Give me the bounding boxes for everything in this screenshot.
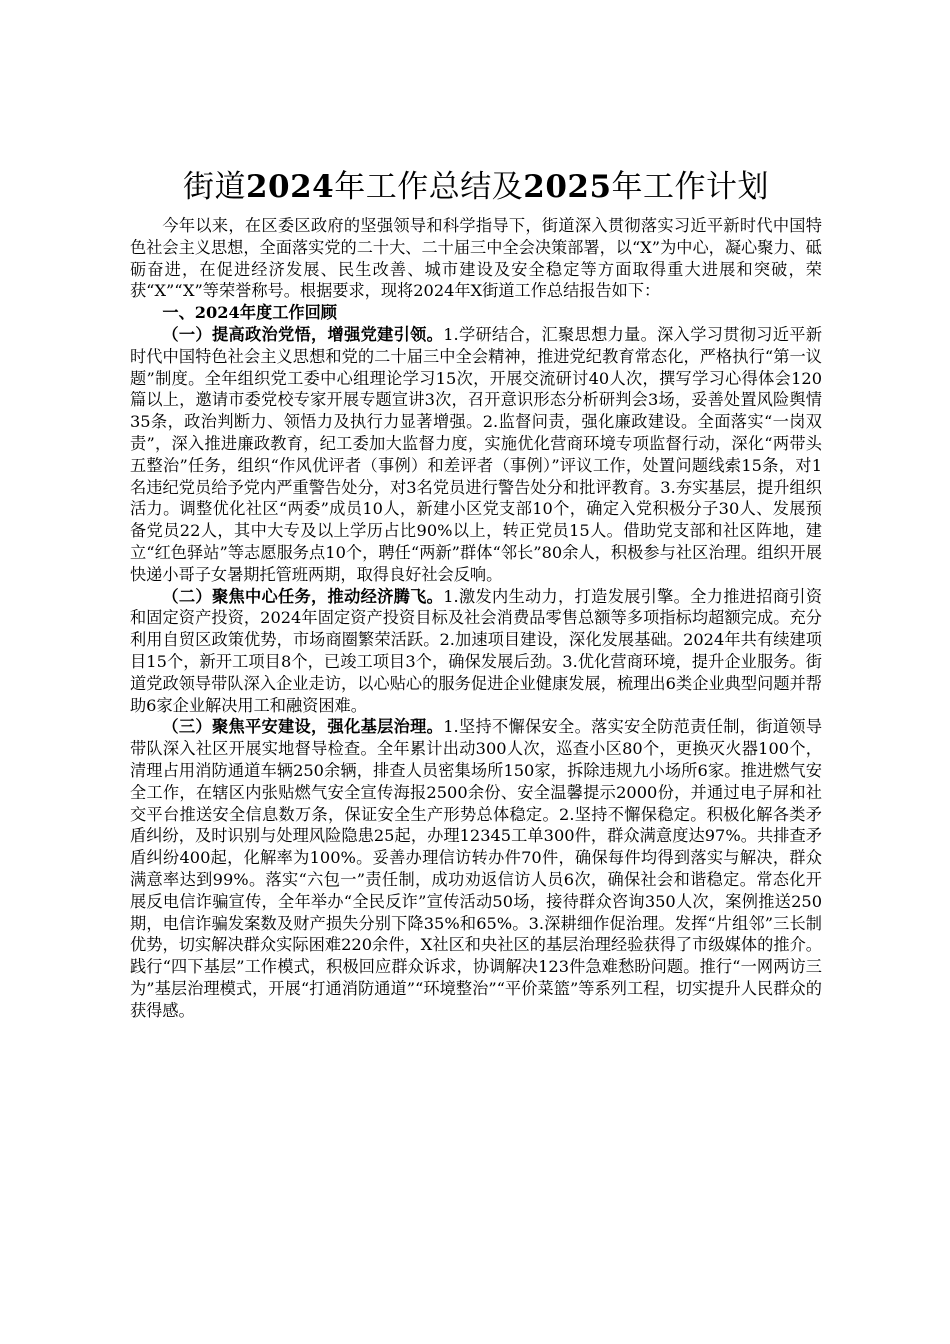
item-paragraph-economy (130, 586, 822, 717)
item-body: 1.坚持不懈保安全。落实安全防范责任制，街道领导带队深入社区开展实地督导检查。全年累计出动300人次，巡查小区80个，更换灭火器100个，清理占用消防通道车辆250余辆，排查人员密集场所150家，拆除违规九小场所6家。推进燃气安全工作，在辖区内张贴燃气安全宣传海报2500余份、安全温馨提示2000份，并通过电子屏和社交平台推送安全信息数万条，保证安全生产形势总体稳定。2.坚持不懈保稳定。积极化解各类矛盾纠纷，及时识别与处理风险隐患25起，办理12345工单300件，群众满意度达97%。共排查矛盾纠纷400起，化解率为100%。妥善办理信访转办件70件，确保每件均得到落实与解决，群众满意率达到99%。落实“六包一”责任制，成功劝返信访人员6次，确保社会和谐稳定。常态化开展反电信诈骗宣传，全年举办“全民反诈”宣传活动50场，接待群众咨询350人次，案例推送250期，电信诈骗发案数及财产损失分别下降35%和65%。3.深耕细作促治理。发挥“片组邻”三长制优势，切实解决群众实际困难220余件，X社区和央社区的基层治理经验获得了市级媒体的推介。践行“四下基层”工作模式，积极回应群众诉求，协调解决123件急难愁盼问题。推行“一网两访三为”基层治理模式，开展“打通消防通道”“环境整治”“平价菜篮”等系列工程，切实提升人民群众的获得感。 (130, 717, 823, 1020)
section-heading-review: 一、2024年度工作回顾 (162, 303, 337, 323)
document-page (130, 165, 822, 1021)
item-body: 1.学研结合，汇聚思想力量。深入学习贯彻习近平新时代中国特色社会主义思想和党的二十届三中全会精神，推进党纪教育常态化，严格执行“第一议题”制度。全年组织党工委中心组理论学习15次，开展交流研讨40人次，撰写学习心得体会120篇以上，邀请市委党校专家开展专题宣讲3次，召开意识形态分析研判会3场，妥善处置风险舆情35条，政治判断力、领悟力及执行力显著增强。2.监督问责，强化廉政建设。全面落实“一岗双责”，深入推进廉政教育，纪工委加大监督力度，实施优化营商环境专项监督行动，深化“两带头五整治”任务，组织“作风优评者（事例）和差评者（事例）”评议工作，处置问题线索15条，对1名违纪党员给予党内严重警告处分，对3名党员进行警告处分和批评教育。3.夯实基层，提升组织活力。调整优化社区“两委”成员10人，新建小区党支部10个，确定入党积极分子30人、发展预备党员22人，其中大专及以上学历占比90%以上，转正党员15人。借助党支部和社区阵地，建立“红色驿站”等志愿服务点10个，聘任“两新”群体“邻长”80余人，积极参与社区治理。组织开展快递小哥子女暑期托管班两期，取得良好社会反响。 (130, 324, 823, 584)
item-paragraph-safety (130, 716, 822, 1021)
title-part-1: 街道 (182, 169, 246, 205)
intro-paragraph: 今年以来，在区委区政府的坚强领导和科学指导下，街道深入贯彻落实习近平新时代中国特色社会主义思想，全面落实党的二十大、二十届三中全会决策部署，以“X”为中心，凝心聚力、砥砺奋进，在促进经济发展、民生改善、城市建设及安全稳定等方面取得重大进展和突破，荣获“X”“X”等荣誉称号。根据要求，现将2024年X街道工作总结报告如下： (130, 216, 822, 301)
item-body: 1.激发内生动力，打造发展引擎。全力推进招商引资和固定资产投资，2024年固定资产投资目标及社会消费品零售总额等多项指标均超额完成。充分利用自贸区政策优势，市场商圈繁荣活跃。2.加速项目建设，深化发展基础。2024年共有续建项目15个，新开工项目8个，已竣工项目3个，确保发展后劲。3.优化营商环境，提升企业服务。街道党政领导带队深入企业走访，以心贴心的服务促进企业健康发展，梳理出6类企业典型问题并帮助6家企业解决用工和融资困难。 (130, 586, 823, 715)
document-title (130, 165, 822, 209)
item-lead: （三）聚焦平安建设，强化基层治理。 (162, 717, 444, 737)
title-year-2024: 2024 (245, 169, 335, 205)
item-lead: （二）聚焦中心任务，推动经济腾飞。 (162, 586, 444, 606)
title-year-2025: 2025 (523, 169, 612, 205)
item-lead: （一）提高政治党悟，增强党建引领。 (162, 324, 444, 344)
title-part-3: 年工作总结及 (334, 169, 524, 205)
item-paragraph-party-building (130, 324, 822, 586)
title-part-5: 年工作计划 (611, 169, 770, 205)
